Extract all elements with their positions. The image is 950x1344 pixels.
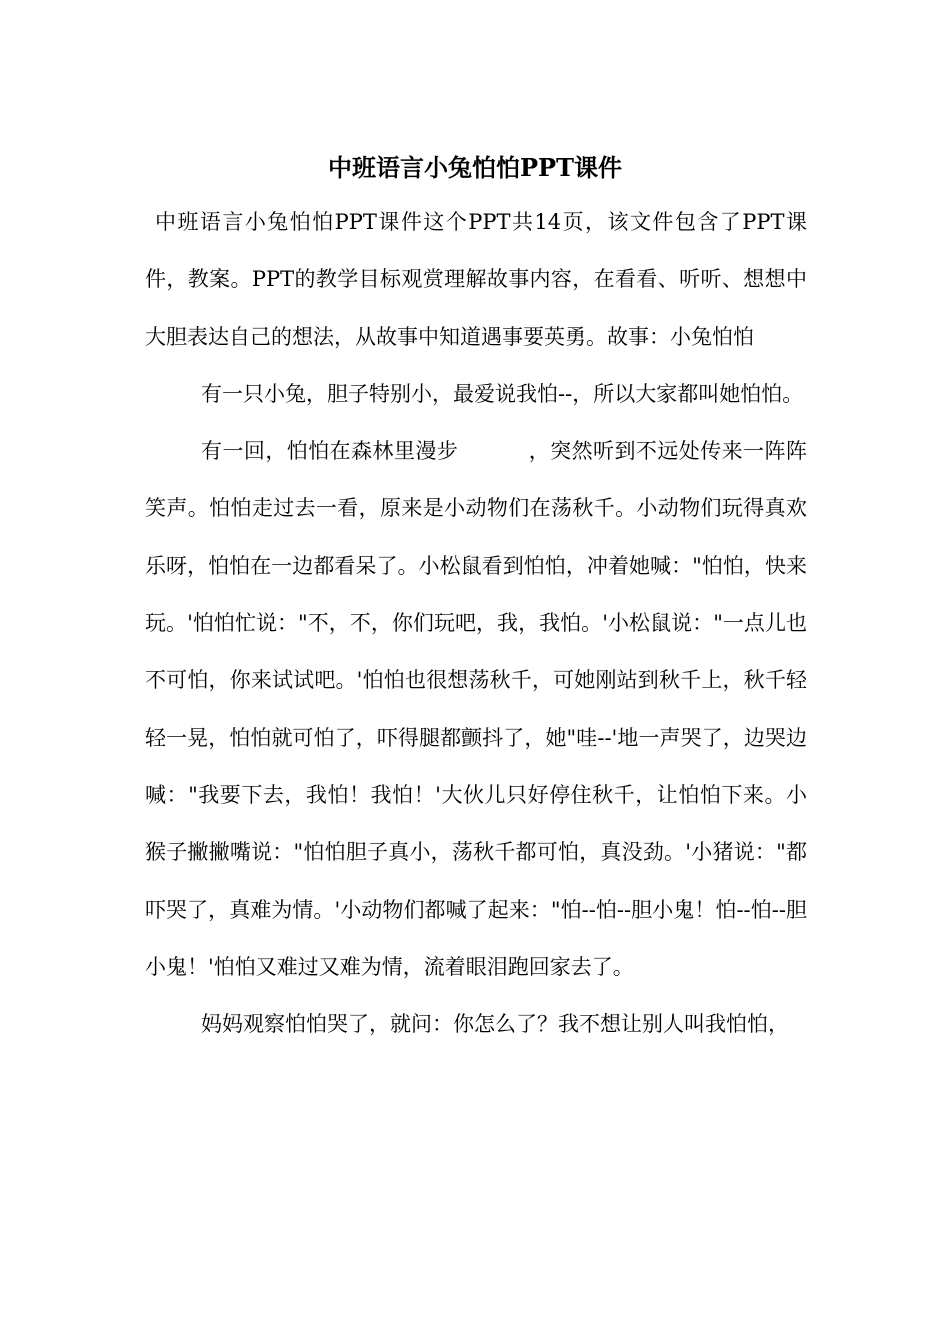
paragraph-mother: 妈妈观察怕怕哭了，就问：你怎么了？我不想让别人叫我怕怕，	[201, 1012, 789, 1037]
paragraph-rabbit-intro: 有一只小兔，胆子特别小，最爱说我怕--，所以大家都叫她怕怕。	[201, 381, 804, 406]
paragraph-swing-story	[145, 423, 807, 996]
document-body	[145, 194, 807, 1053]
paragraph-swing-story-rest: ，突然听到不远处传来一阵阵笑声。怕怕走过去一看，原来是小动物们在荡秋千。小动物们玩得真欢乐呀，怕怕在一边都看呆了。小松鼠看到怕怕，冲着她喊："怕怕，快来玩。'怕怕忙说："不，不，你们玩吧，我，我怕。'小松鼠说："一点儿也不可怕，你来试试吧。'怕怕也很想荡秋千，可她刚站到秋千上，秋千轻轻一晃，怕怕就可怕了，吓得腿都颤抖了，她"哇--'地一声哭了，边哭边喊："我要下去，我怕！我怕！'大伙儿只好停住秋千，让怕怕下来。小猴子撇撇嘴说："怕怕胆子真小，荡秋千都可怕，真没劲。'小猪说："都吓哭了，真难为情。'小动物们都喊了起来："怕--怕--胆小鬼！怕--怕--胆小鬼！'怕怕又难过又难为情，流着眼泪跑回家去了。	[145, 439, 808, 979]
paragraph-swing-story-start: 有一回，怕怕在森林里漫步	[201, 439, 459, 464]
document-title: 中班语言小兔怕怕PPT课件	[328, 153, 622, 183]
paragraph-intro: 中班语言小兔怕怕PPT课件这个PPT共14页，该文件包含了PPT课件，教案。PPT的教学目标观赏理解故事内容，在看看、听听、想想中大胆表达自己的想法，从故事中知道遇事要英勇。故事：小兔怕怕	[145, 210, 807, 349]
